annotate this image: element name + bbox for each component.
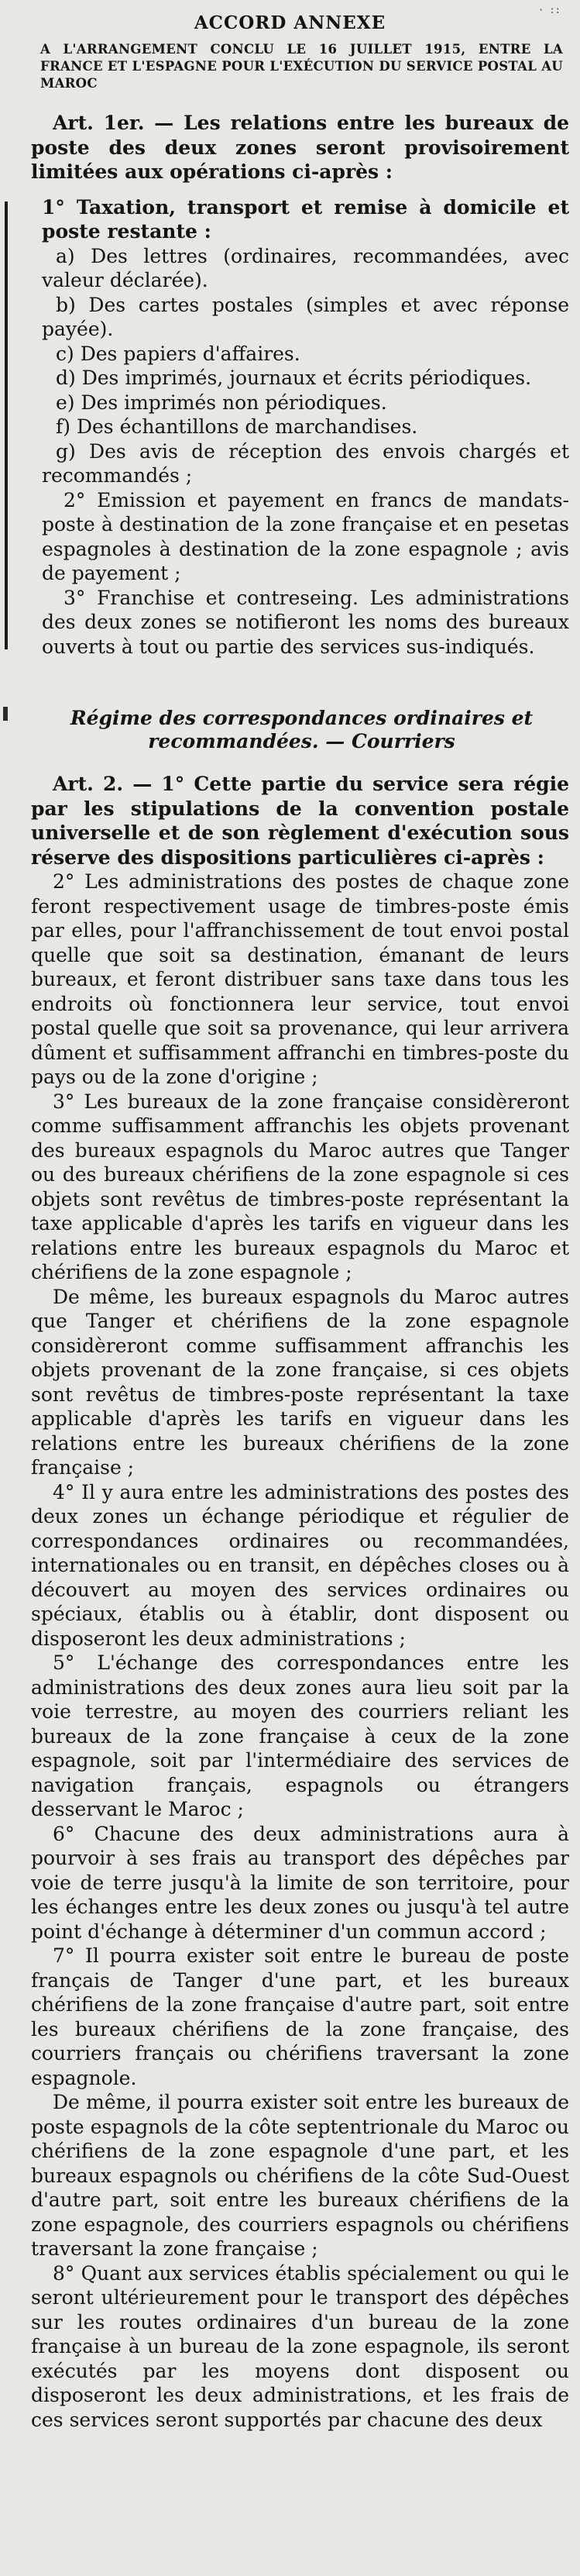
article-2-para: 7° Il pourra exister soit entre le bureau de poste français de Tanger d'une part, et les bureaux chérifiens de la zone française d'autre part, soit entre les bureaux chérifiens de la zone française, des courriers français ou chérifiens traversant la zone espagnole. (31, 1944, 569, 2089)
article-2-para: De même, il pourra exister soit entre les bureaux de poste espagnols de la côte septentrionale du Maroc ou chérifiens de la zone espagnole d'une part, et les bureaux espagnols ou chérifiens de la côte Sud-Ouest d'autre part, soit entre les bureaux chérifiens de la zone espagnole, des courriers espagnols ou chérifiens traversant la zone française ; (31, 2091, 569, 2260)
article-1-item: 3° Franchise et contreseing. Les administrations des deux zones se notifieront les noms des bureaux ouverts à tout ou partie des services sus-indiqués. (42, 586, 569, 658)
article-1-item: 1° Taxation, transport et remise à domicile et poste restante : (42, 195, 569, 243)
article-1-box (0, 195, 580, 659)
section-heading: Régime des correspondances ordinaires et recommandées. — Courriers (70, 707, 534, 752)
article-2-para: 5° L'échange des correspondances entre les administrations des deux zones aura lieu soit par la voie terrestre, au moyen des courriers reliant les bureaux de la zone française à ceux de la zone espagnole, soit par l'intermédiaire des services de navigation français, espagnols ou étrangers desservant le Maroc ; (31, 1651, 569, 1820)
article-1-item: g) Des avis de réception des envois chargés et recommandés ; (42, 439, 569, 487)
article-1-item: b) Des cartes postales (simples et avec réponse payée). (42, 293, 569, 340)
article-1-intro: Art. 1er. — Les relations entre les bureaux de poste des deux zones seront provisoirement limitées aux opérations ci-après : (31, 112, 569, 183)
article-1-item: 2° Emission et payement en francs de mandats-poste à destination de la zone française et en pesetas espagnoles à destination de la zone espagnole ; avis de payement ; (42, 488, 569, 584)
article-2-para: Art. 2. — 1° Cette partie du service sera régie par les stipulations de la convention postale universelle et de son règlement d'exécution sous réserve des dispositions particulières ci-après : (31, 773, 569, 869)
document-subtitle: A L'ARRANGEMENT CONCLU LE 16 JUILLET 1915, ENTRE LA FRANCE ET L'ESPAGNE POUR L'EXÉCUTION DU SERVICE POSTAL AU MAROC (40, 42, 563, 91)
article-2-para: De même, les bureaux espagnols du Maroc autres que Tanger et chérifiens de la zone espagnole considèreront comme suffisamment affranchis les objets provenant de la zone française, si ces objets sont revêtus de timbres-poste représentant la taxe applicable d'après les tarifs en vigueur dans les relations entre les bureaux chérifiens de la zone française ; (31, 1285, 569, 1479)
article-2-para: 2° Les administrations des postes de chaque zone feront respectivement usage de timbres-poste émis par elles, pour l'affranchissement de tout envoi postal quelle que soit sa destination, émanant de leurs bureaux, et feront distribuer sans taxe dans tous les endroits où fonctionnera leur service, tout envoi postal quelle que soit sa provenance, qui leur arrivera dûment et suffisamment affranchi en timbres-poste du pays ou de la zone d'origine ; (31, 870, 569, 1088)
article-2-para: 6° Chacune des deux administrations aura à pourvoir à ses frais au transport des dépêches par voie de terre jusqu'à la limite de son territoire, pour les échanges entre les deux zones ou jusqu'à tel autre point d'échange à déterminer d'un commun accord ; (31, 1822, 569, 1943)
corner-mark: · :: (538, 5, 561, 15)
section-2 (0, 707, 580, 2432)
document-title: ACCORD ANNEXE (194, 12, 386, 33)
article-1-item: d) Des imprimés, journaux et écrits périodiques. (56, 367, 532, 389)
article-2-para: 4° Il y aura entre les administrations des postes des deux zones un échange périodique et régulier de correspondances ordinaires ou recommandées, internationales ou en transit, en dépêches closes ou à découvert au moyen des services ordinaires ou spéciaux, établis ou à établir, dont disposent ou disposeront les deux administrations ; (31, 1480, 569, 1650)
article-1-list (11, 195, 580, 659)
article-2-para: 8° Quant aux services établis spécialement ou qui le seront ultérieurement pour le transport des dépêches sur les routes ordinaires d'un bureau de la zone française à un bureau de la zone espagnole, ils seront exécutés par les moyens dont disposent ou disposeront les deux administrations, et les frais de ces services seront supportés par chacune des deux (31, 2261, 569, 2431)
article-1-item: c) Des papiers d'affaires. (56, 342, 300, 365)
article-1-item: a) Des lettres (ordinaires, recommandées, avec valeur déclarée). (42, 244, 569, 291)
article-2-para: 3° Les bureaux de la zone française considèreront comme suffisamment affranchis les objets provenant des bureaux espagnols du Maroc autres que Tanger ou des bureaux chérifiens de la zone espagnole si ces objets sont revêtus de timbres-poste représentant la taxe applicable d'après les tarifs en vigueur dans les relations entre les bureaux espagnols du Maroc et chérifiens de la zone espagnole ; (31, 1090, 569, 1283)
article-1-item: e) Des imprimés non périodiques. (56, 391, 387, 414)
article-1-item: f) Des échantillons de marchandises. (56, 415, 418, 438)
